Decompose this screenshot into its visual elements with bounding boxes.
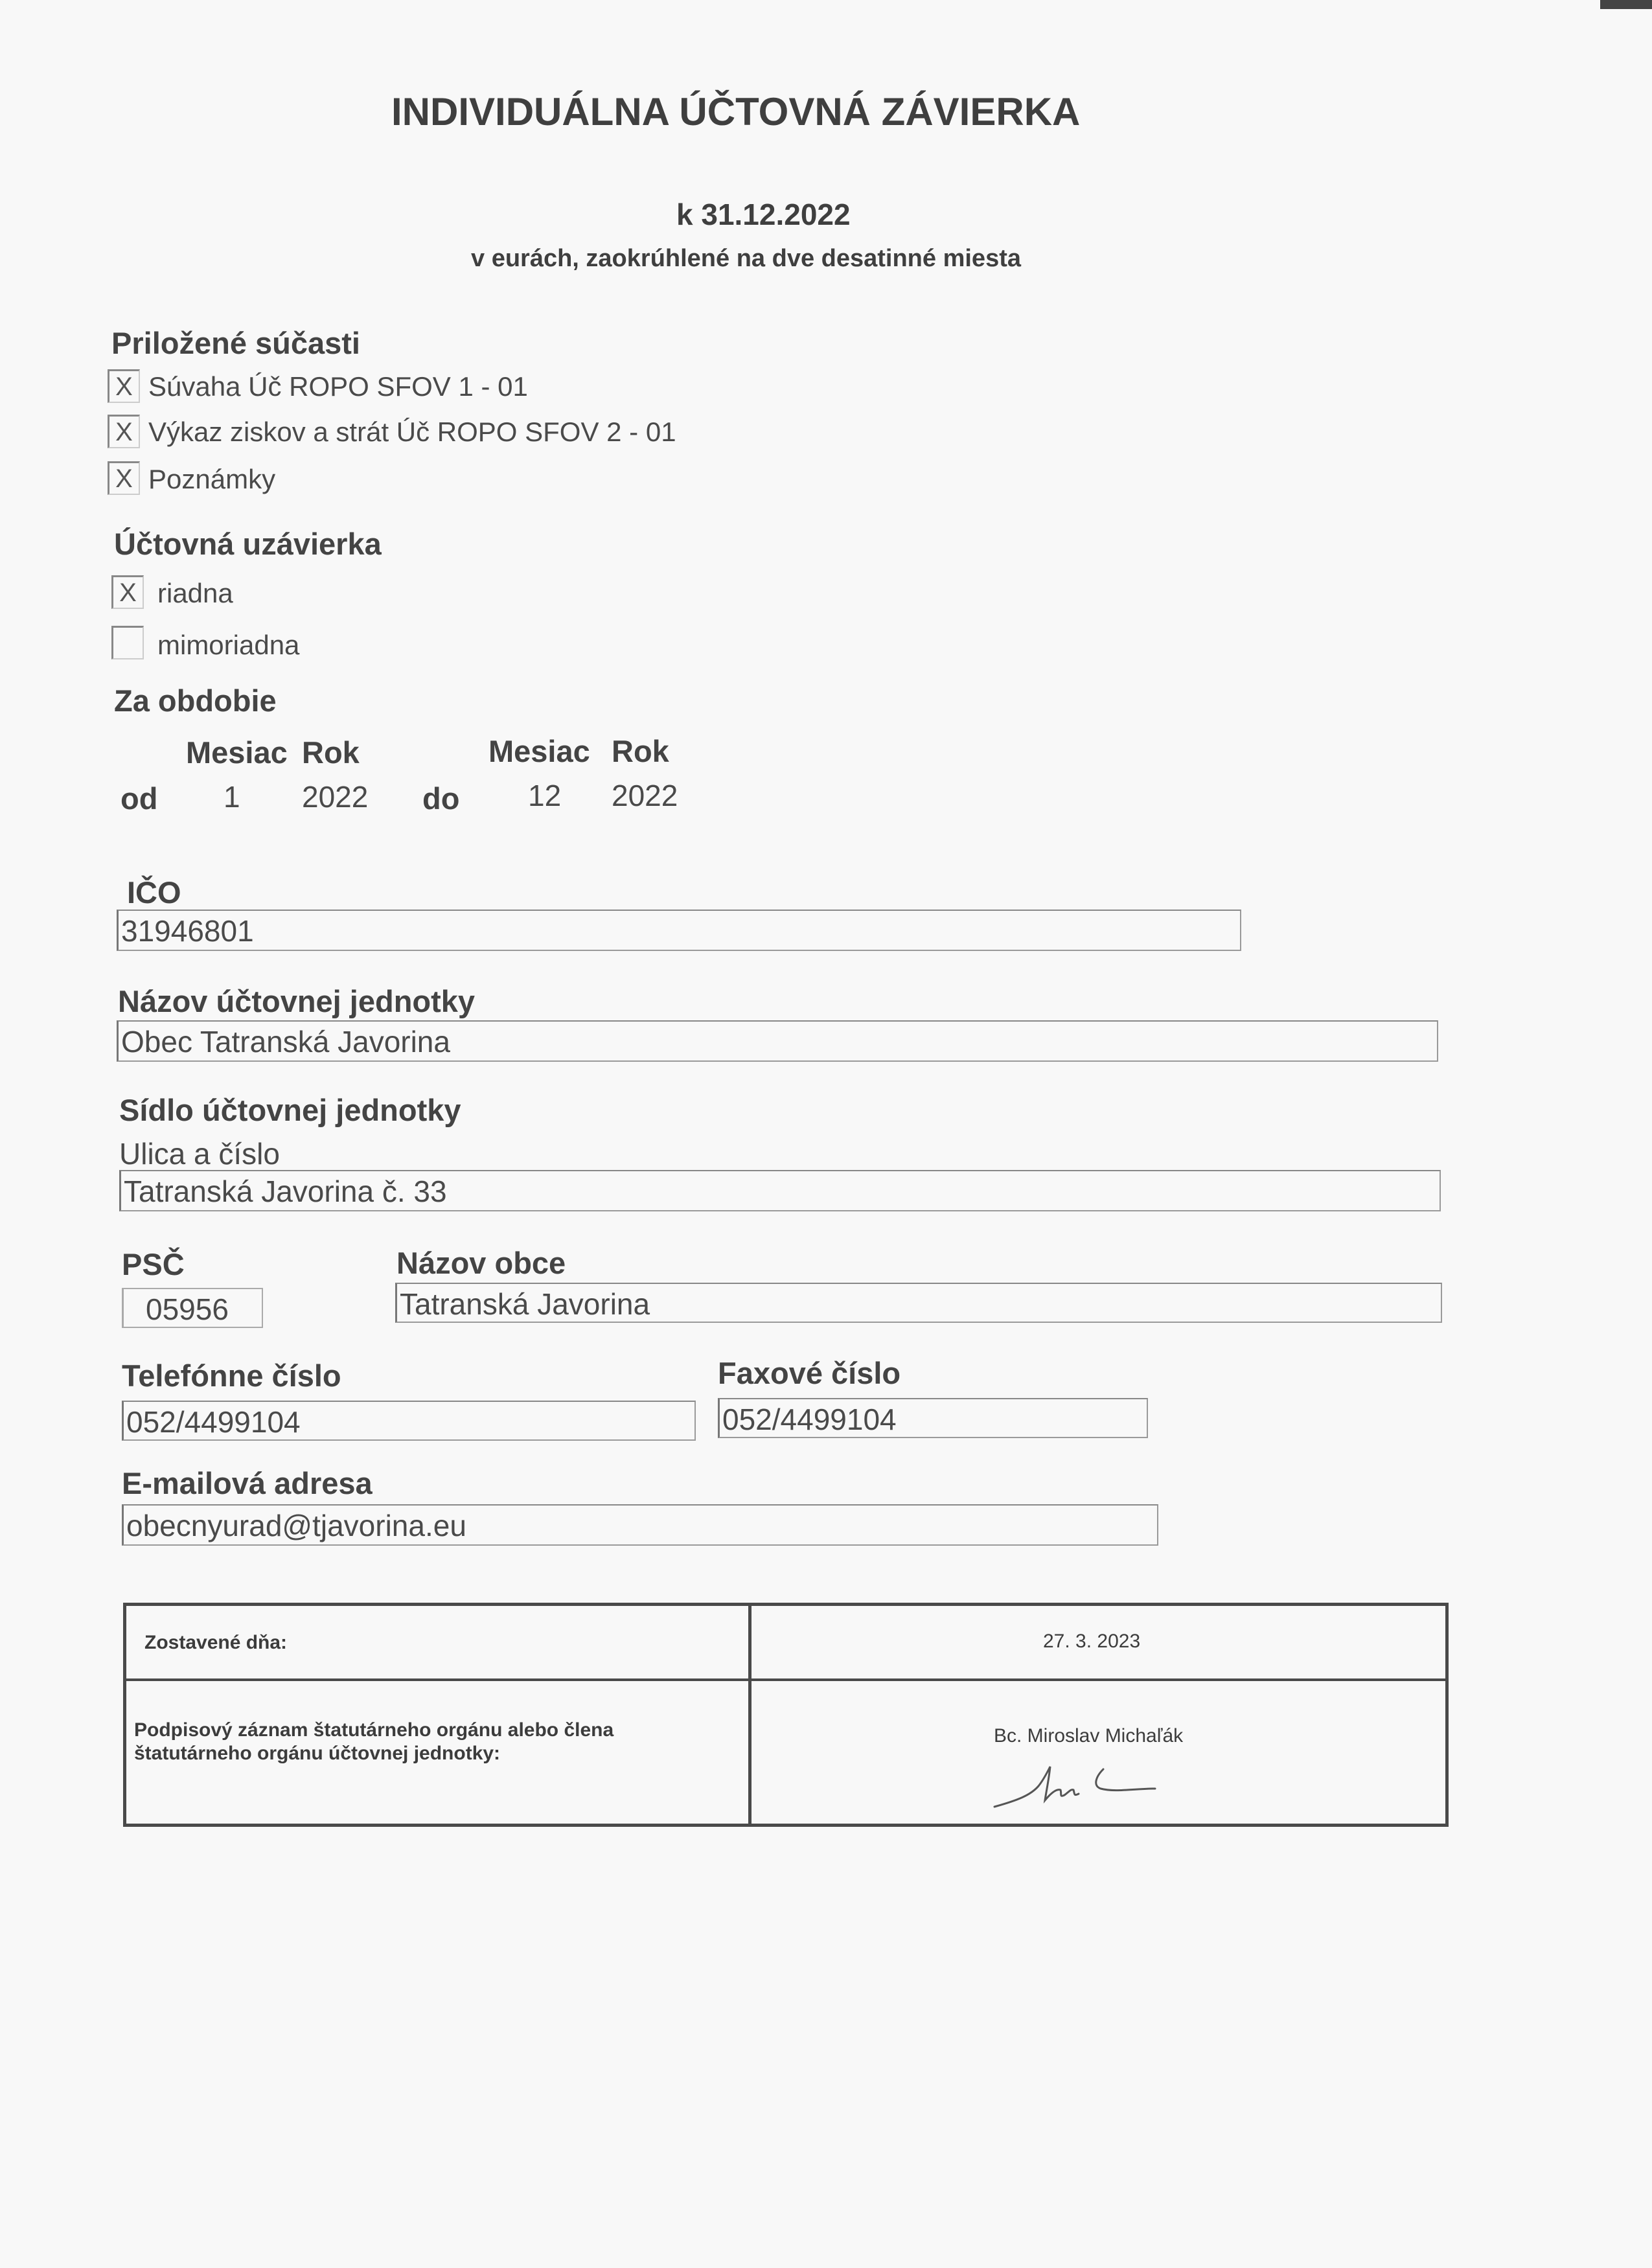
period-from-year: 2022 [302,780,369,814]
closing-checkbox-regular[interactable]: X [111,575,144,609]
ico-field[interactable]: 31946801 [117,910,1241,951]
closing-heading: Účtovná uzávierka [114,527,382,561]
psc-field[interactable]: 05956 [122,1288,263,1328]
period-heading: Za obdobie [114,683,277,718]
period-to-label: do [422,781,460,816]
closing-checkbox-extraordinary[interactable] [111,626,144,659]
signature-label-line1: Podpisový záznam štatutárneho orgánu alebo člena [134,1719,614,1741]
attachments-heading: Priložené súčasti [111,326,360,360]
psc-label: PSČ [122,1247,185,1281]
attachment-checkbox-notes[interactable]: X [108,461,140,495]
period-to-year: 2022 [612,779,678,812]
entity-name-field[interactable]: Obec Tatranská Javorina [117,1020,1438,1062]
period-from-month-label: Mesiac [186,735,288,770]
period-from-year-label: Rok [302,735,360,770]
period-from-month: 1 [224,780,240,814]
city-label: Názov obce [396,1246,566,1280]
city-field[interactable]: Tatranská Javorina [395,1283,1442,1323]
period-to-month-label: Mesiac [488,734,590,768]
scan-edge-mark [1600,0,1652,9]
email-field[interactable]: obecnyurad@tjavorina.eu [122,1504,1158,1546]
currency-note: v eurách, zaokrúhlené na dve desatinné miesta [471,245,1021,272]
street-field[interactable]: Tatranská Javorina č. 33 [119,1170,1441,1211]
attachment-checkbox-balance[interactable]: X [108,369,140,403]
closing-label-extraordinary: mimoriadna [157,630,300,660]
signature-table [123,1603,1449,1827]
attachment-label-balance: Súvaha Úč ROPO SFOV 1 - 01 [148,371,528,402]
document-title: INDIVIDUÁLNA ÚČTOVNÁ ZÁVIERKA [391,90,1081,133]
phone-field[interactable]: 052/4499104 [122,1401,696,1441]
phone-label: Telefónne číslo [122,1358,341,1393]
seat-heading: Sídlo účtovnej jednotky [119,1093,461,1127]
ico-label: IČO [127,875,181,910]
period-from-label: od [120,781,158,816]
attachment-checkbox-income[interactable]: X [108,415,140,448]
compiled-date-label: Zostavené dňa: [144,1632,288,1653]
fax-field[interactable]: 052/4499104 [718,1398,1148,1438]
attachment-label-income: Výkaz ziskov a strát Úč ROPO SFOV 2 - 01 [148,417,676,447]
date-line: k 31.12.2022 [676,198,851,231]
attachment-label-notes: Poznámky [148,464,276,494]
period-to-year-label: Rok [612,734,669,768]
email-label: E-mailová adresa [122,1466,373,1500]
entity-name-label: Názov účtovnej jednotky [118,984,476,1018]
signature-label-line2: štatutárneho orgánu účtovnej jednotky: [134,1743,501,1764]
street-label: Ulica a číslo [119,1137,280,1171]
period-to-month: 12 [528,779,562,812]
closing-label-regular: riadna [157,578,233,608]
handwritten-signature [992,1760,1160,1812]
compiled-date-value: 27. 3. 2023 [1043,1631,1141,1652]
table-divider-vertical [748,1606,751,1824]
table-divider-horizontal [126,1678,1445,1681]
signatory-name: Bc. Miroslav Michaľák [994,1725,1184,1747]
fax-label: Faxové číslo [718,1356,901,1390]
